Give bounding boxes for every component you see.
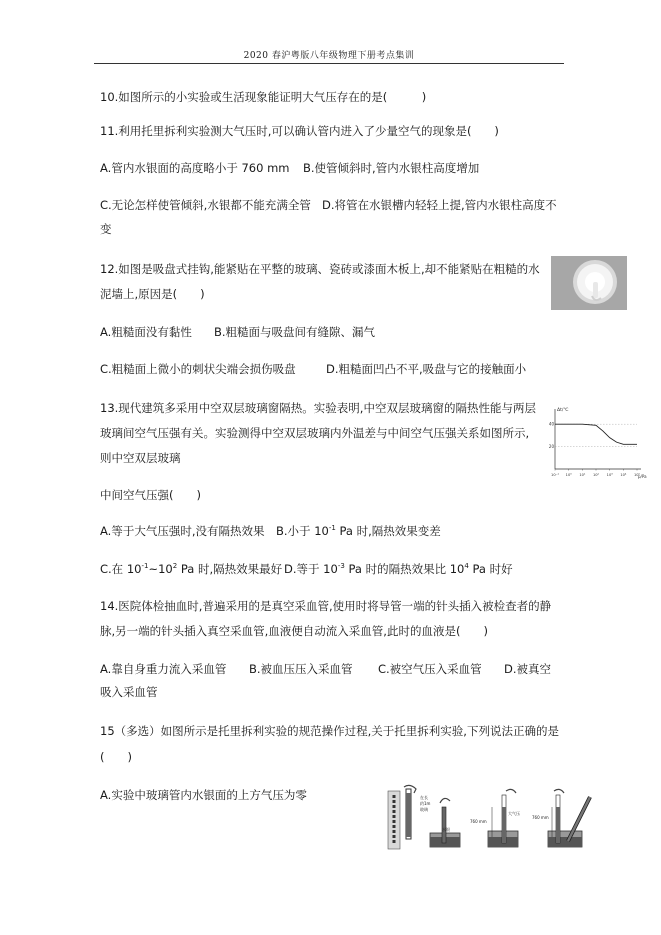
q12-option-b: B.粗糙面与吸盘间有缝隙、漏气 xyxy=(214,325,376,339)
chart-series-line xyxy=(555,424,637,444)
q13-option-c-text-mid: ~10 xyxy=(148,562,173,576)
q12-stem-2: 泥墙上,原因是( ) xyxy=(100,287,205,301)
q11-option-d-cont: 变 xyxy=(100,222,112,236)
q12-option-c: C.粗糙面上微小的刺状尖端会损伤吸盘 xyxy=(100,362,296,376)
chart-y-tick-label: 40 xyxy=(548,421,554,427)
chart-x-tick-label: 10⁴ xyxy=(620,473,627,477)
chart-x-tick-label: 10¹ xyxy=(579,473,586,477)
page-header: 2020 春沪粤版八年级物理下册考点集训 xyxy=(243,51,415,61)
chart-x-unit: p/Pa xyxy=(638,474,647,479)
q13-option-b-text: B.小于 10 xyxy=(276,524,329,538)
q13-option-a: A.等于大气压强时,没有隔热效果 xyxy=(100,524,265,538)
q14-option-b: B.被血压压入采血管 xyxy=(249,662,353,676)
header-divider xyxy=(94,63,564,64)
q11-stem: 11.利用托里拆利实验测大气压时,可以确认管内进入了少量空气的现象是( ) xyxy=(100,124,499,138)
q13-option-c-exponent-2: 2 xyxy=(172,562,178,571)
q13-option-d-exponent-1: -3 xyxy=(337,562,345,571)
torricelli-experiment-figure xyxy=(384,785,606,857)
torricelli-step-3 xyxy=(532,789,590,847)
atm-pressure-label: 大气压 xyxy=(508,811,520,816)
q13-option-d-text-mid: Pa 时的隔热效果比 10 xyxy=(344,562,465,576)
q14-option-a: A.靠自身重力流入采血管 xyxy=(100,662,227,676)
q12-stem-1: 12.如图是吸盘式挂钩,能紧贴在平整的玻璃、瓷砖或漆面木板上,却不能紧贴在粗糙的水 xyxy=(100,262,540,276)
q13-stem-3: 则中空双层玻璃 xyxy=(100,451,181,465)
q11-option-d: D.将管在水银槽内轻轻上提,管内水银柱高度不 xyxy=(322,198,557,212)
mercury-label: 水银 xyxy=(442,827,450,832)
q11-option-c: C.无论怎样使管倾斜,水银都不能充满全管 xyxy=(100,198,311,212)
chart-plot xyxy=(549,407,647,479)
q12-option-d: D.粗糙面凹凸不平,吸盘与它的接触面小 xyxy=(326,362,527,376)
torricelli-step-1 xyxy=(388,785,460,849)
q14-option-d-cont: 吸入采血管 xyxy=(100,685,158,699)
q15-stem-1: 15（多选）如图所示是托里拆利实验的规范操作过程,关于托里拆利实验,下列说法正确的是 xyxy=(100,724,559,738)
torricelli-step-2 xyxy=(470,789,520,847)
chart-x-tick-label: 10² xyxy=(592,473,600,477)
q11-option-a: A.管内水银面的高度略小于 760 mm xyxy=(100,161,290,175)
q13-option-d-text: D.等于 10 xyxy=(284,562,338,576)
q13-option-b-text-end: Pa 时,隔热效果变差 xyxy=(335,524,441,538)
height-label-760-b: 760 mm xyxy=(532,815,549,820)
q13-option-d xyxy=(284,562,513,577)
q14-option-c: C.被空气压入采血管 xyxy=(378,662,482,676)
chart-y-tick-label: 20 xyxy=(548,444,554,450)
q12-option-a: A.粗糙面没有黏性 xyxy=(100,325,192,339)
q15-option-a: A.实验中玻璃管内水银面的上方气压为零 xyxy=(100,788,307,802)
q13-option-b-exponent: -1 xyxy=(328,524,336,533)
chart-x-tick-label: 10⁰ xyxy=(565,473,572,477)
q13-option-c-exponent-1: -1 xyxy=(141,562,149,571)
chart-x-tick-label: 10⁵ xyxy=(633,473,641,477)
q14-stem-1: 14.医院体检抽血时,普遍采用的是真空采血管,使用时将导管一端的针头插入被检查者的静 xyxy=(100,599,552,613)
q14-stem-2: 脉,另一端的针头插入真空采血管,血液便自动流入采血管,此时的血液是( ) xyxy=(100,624,488,638)
q13-stem-2: 玻璃间空气压强有关。实验测得中空双层玻璃内外温差与中间空气压强关系如图所示, xyxy=(100,426,530,440)
q14-option-d: D.被真空 xyxy=(504,662,552,676)
chart-x-tick-label: 10³ xyxy=(606,473,613,477)
q13-option-c-text: C.在 10 xyxy=(100,562,142,576)
chart-x-tick-label: 10⁻¹ xyxy=(551,473,559,477)
suction-hook-photo xyxy=(551,256,627,310)
q11-option-b: B.使管倾斜时,管内水银柱高度增加 xyxy=(303,161,480,175)
q13-option-d-text-end: Pa 时好 xyxy=(468,562,513,576)
q13-option-c xyxy=(100,562,282,577)
svg-text:约1m: 约1m xyxy=(420,801,431,806)
q15-stem-2: ( ) xyxy=(100,750,132,764)
chart-y-label: Δt/℃ xyxy=(557,408,569,413)
q13-option-c-text-end: Pa 时,隔热效果最好 xyxy=(177,562,283,576)
pressure-temperature-chart xyxy=(549,405,645,483)
q13-option-b xyxy=(276,524,441,539)
height-label-760-a: 760 mm xyxy=(470,819,487,824)
q10-stem: 10.如图所示的小实验或生活现象能证明大气压存在的是( ) xyxy=(100,90,427,104)
q13-stem-1: 13.现代建筑多采用中空双层玻璃窗隔热。实验表明,中空双层玻璃窗的隔热性能与两层 xyxy=(100,401,536,415)
q13-stem-4: 中间空气压强( ) xyxy=(100,488,201,502)
svg-text:玻璃: 玻璃 xyxy=(420,807,428,812)
q13-option-d-exponent-2: 4 xyxy=(464,562,469,571)
svg-text:在长: 在长 xyxy=(420,795,428,800)
